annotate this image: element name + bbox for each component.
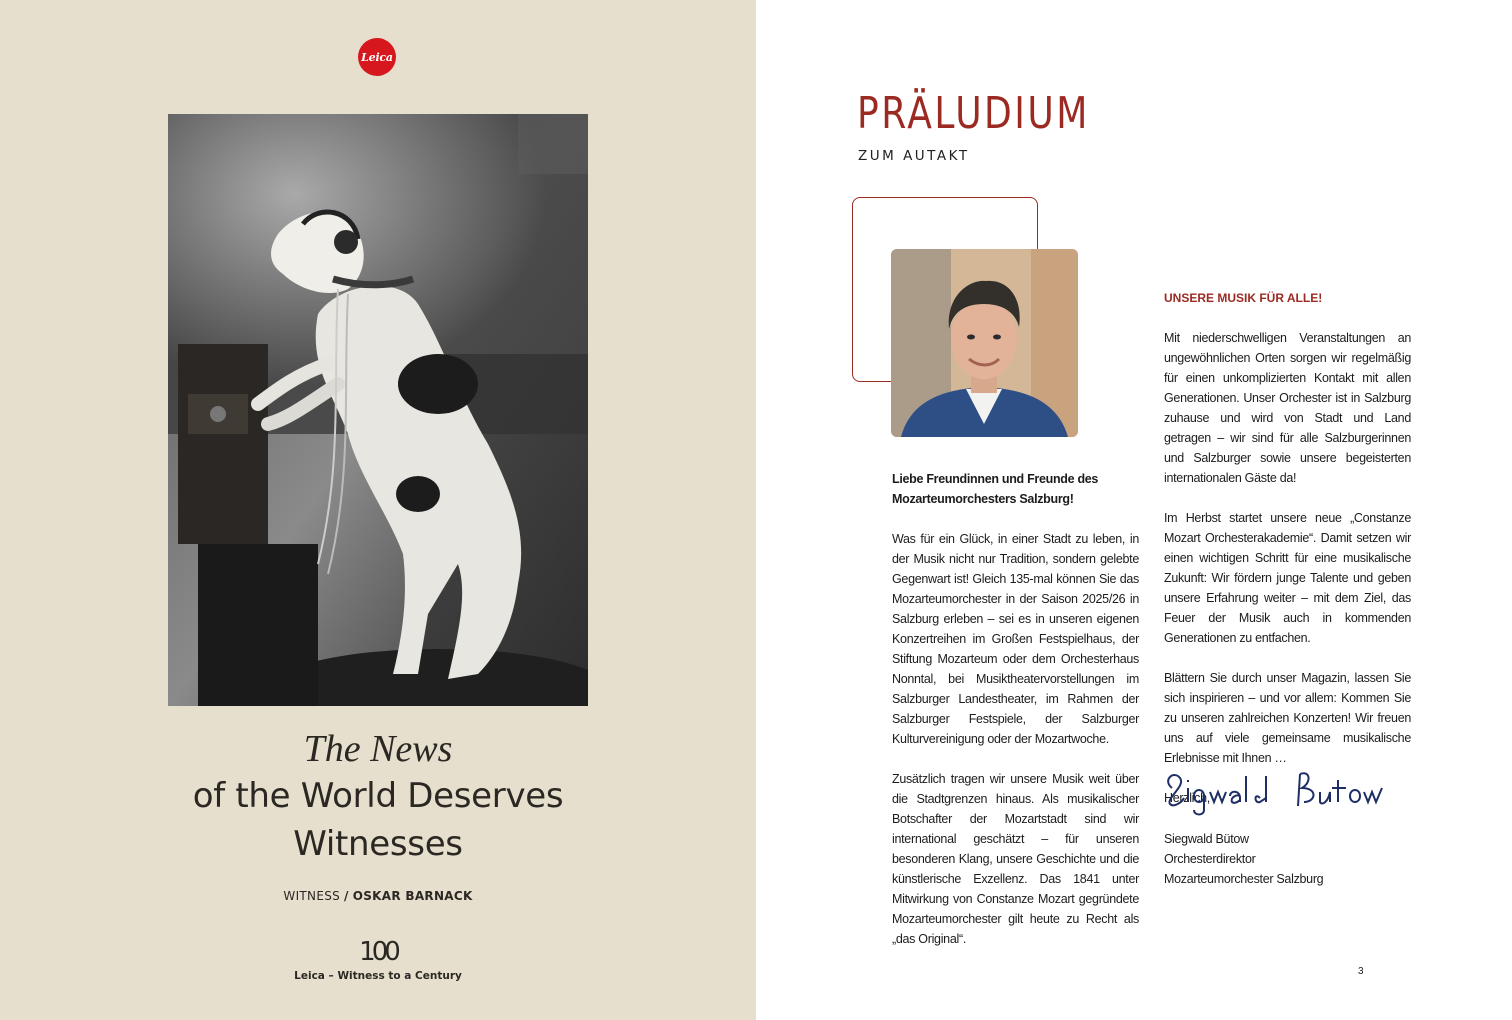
signature-block bbox=[1164, 829, 1411, 889]
credit-separator: / bbox=[344, 889, 349, 903]
credit-label: WITNESS bbox=[283, 889, 341, 903]
leica-logo-text: Leica bbox=[361, 50, 393, 64]
article-paragraph: Im Herbst startet unsere neue „Constanze Mozart Orchesterakademie“. Damit setzen wir einen wichtigen Schritt für eine musikalische Zukunft: Wir fördern junge Talente und geben unsere Erfahrung weiter – mit dem Ziel, das Feuer der Musik auch in kommenden Generationen zu entfachen. bbox=[1164, 511, 1411, 645]
closing-text: Herzlich, bbox=[1164, 791, 1210, 805]
page-title: PRÄLUDIUM bbox=[857, 88, 1090, 139]
page-subtitle: ZUM AUTAKT bbox=[858, 148, 970, 164]
ad-headline-line2: of the World Deserves bbox=[192, 776, 564, 816]
article-column-1 bbox=[892, 469, 1139, 969]
centenary-mark: 100 bbox=[359, 937, 397, 967]
signer-name: Siegwald Bütow bbox=[1164, 832, 1249, 846]
article-paragraph: Was für ein Glück, in einer Stadt zu leben, in der Musik nicht nur Tradition, sondern gelebte Gegenwart ist! Gleich 135-mal können Sie das Mozarteumorchester in der Saison 2025/26 in Salzburg erleben – sei es in unseren eigenen Konzertreihen im Großen Festspielhaus, der Stiftung Mozarteum oder dem Orchesterhaus Nonntal, bei Musiktheatervorstellungen im Salzburger Landestheater, im Rahmen der Salzburger Festspiele, der Salzburger Kulturvereinigung oder der Mozartwoche. bbox=[892, 532, 1139, 746]
portrait-photo bbox=[891, 249, 1078, 437]
section-heading: UNSERE MUSIK FÜR ALLE! bbox=[1164, 291, 1323, 305]
dog-with-headphones-photo bbox=[168, 114, 588, 706]
article-column-2 bbox=[1164, 288, 1411, 828]
signer-organization: Mozarteumorchester Salzburg bbox=[1164, 872, 1324, 886]
ad-headline-italic: The News bbox=[303, 728, 453, 770]
ad-credit bbox=[130, 889, 626, 903]
article-paragraph: Blättern Sie durch unser Magazin, lassen Sie sich inspirieren – und vor allem: Kommen Sie zu unseren zahlreichen Konzerten! Wir freuen uns auf viele gemeinsame musikalische Erlebnisse mit Ihnen … bbox=[1164, 671, 1411, 765]
article-salutation: Liebe Freundinnen und Freunde des Mozarteumorchesters Salzburg! bbox=[892, 472, 1099, 506]
credit-name: OSKAR BARNACK bbox=[352, 889, 473, 903]
handwritten-signature bbox=[1160, 758, 1400, 818]
leica-logo bbox=[358, 38, 396, 76]
article-paragraph: Zusätzlich tragen wir unsere Musik weit über die Stadtgrenzen hinaus. Als musikalischer Botschafter der Mozartstadt sind wir international geschätzt – für unseren besonderen Klang, unsere Geschichte und die künstlerische Exzellenz. Das 1841 unter Mitwirkung von Constanze Mozart gegründete Mozarteumorchester gilt heute zu Recht als „das Original“. bbox=[892, 772, 1139, 946]
ad-headline bbox=[130, 726, 626, 868]
ad-headline-line3: Witnesses bbox=[293, 824, 463, 864]
ad-tagline: Leica – Witness to a Century bbox=[294, 970, 462, 982]
article-paragraph: Mit niederschwelligen Veranstaltungen an ungewöhnlichen Orten sorgen wir regelmäßig für einen unkomplizierten Kontakt mit allen Generationen. Unser Orchester ist in Salzburg zuhause und wird von Stadt und Land getragen – wir sind für alle Salzburgerinnen und Salzburger sowie unsere begeisterten internationalen Gäste da! bbox=[1164, 331, 1411, 485]
signer-role: Orchesterdirektor bbox=[1164, 852, 1256, 866]
page-number: 3 bbox=[1358, 966, 1364, 977]
